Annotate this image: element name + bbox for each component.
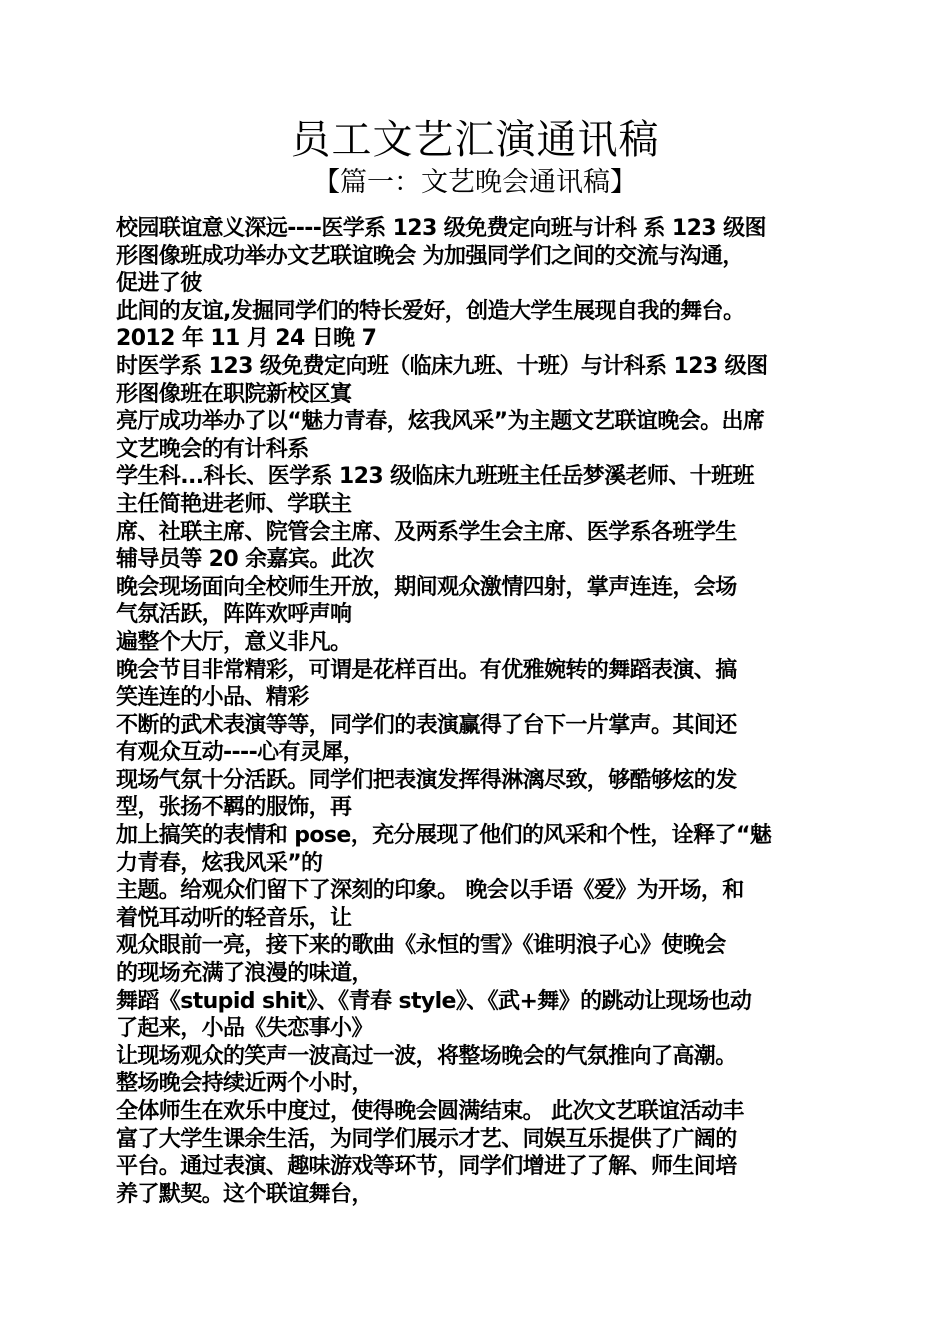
text-line: 型，张扬不羁的服饰，再: [116, 795, 352, 821]
text-line: 平台。通过表演、趣味游戏等环节，同学们增进了了解、师生间培: [116, 1154, 737, 1180]
text-line: 主任简艳进老师、学联主: [116, 491, 352, 517]
text-line: 形图像班在职院新校区寘: [116, 381, 352, 407]
text-line: 的现场充满了浪漫的味道，: [116, 961, 373, 987]
article-body: [116, 215, 838, 1208]
text-line: 全体师生在欢乐中度过，使得晚会圆满结束。 此次文艺联谊活动丰: [116, 1099, 744, 1124]
text-line: 时医学系 123 级免费定向班（临床九班、十班）与计科系 123 级图: [116, 353, 768, 379]
text-line: 此间的友谊,发掘同学们的特长爱好，创造大学生展现自我的舞台。: [116, 298, 745, 324]
text-line: 晚会节目非常精彩，可谓是花样百出。有优雅婉转的舞蹈表演、搞: [116, 657, 737, 683]
text-line: 加上搞笑的表情和 pose，充分展现了他们的风采和个性，诠释了“魅: [116, 823, 772, 849]
text-line: 遍整个大厅，意义非凡。: [116, 629, 352, 655]
text-line: 亮厅成功举办了以“魅力青春，炫我风采”为主题文艺联谊晚会。出席: [116, 409, 765, 435]
text-line: 整场晚会持续近两个小时，: [116, 1071, 373, 1097]
text-line: 晚会现场面向全校师生开放，期间观众激情四射，掌声连连，会场: [116, 574, 737, 600]
text-line: 不断的武术表演等等，同学们的表演赢得了台下一片掌声。其间还: [116, 712, 737, 738]
text-line: 现场气氛十分活跃。同学们把表演发挥得淋漓尽致，够酷够炫的发: [116, 767, 737, 793]
text-line: 2012 年 11 月 24 日晚 7: [116, 326, 377, 352]
text-line: 养了默契。这个联谊舞台，: [116, 1181, 373, 1207]
text-line: 力青春，炫我风采”的: [116, 850, 323, 876]
text-line: 着悦耳动听的轻音乐，让: [116, 905, 352, 931]
text-line: 学生科...科长、医学系 123 级临床九班班主任岳梦溪老师、十班班: [116, 464, 754, 490]
text-line: 主题。给观众们留下了深刻的印象。 晚会以手语《爱》为开场，和: [116, 878, 744, 904]
text-line: 让现场观众的笑声一波高过一波，将整场晚会的气氛推向了高潮。: [116, 1043, 737, 1069]
text-line: 席、社联主席、院管会主席、及两系学生会主席、医学系各班学生: [116, 519, 737, 545]
text-line: 形图像班成功举办文艺联谊晚会 为加强同学们之间的交流与沟通，: [116, 243, 744, 269]
text-line: 有观众互动----心有灵犀，: [116, 740, 365, 766]
text-line: 观众眼前一亮，接下来的歌曲《永恒的雪》《谁明浪子心》使晚会: [116, 933, 726, 959]
text-line: 辅导员等 20 余嘉宾。此次: [116, 547, 374, 573]
text-line: 校园联谊意义深远----医学系 123 级免费定向班与计科 系 123 级图: [116, 216, 766, 241]
document-subtitle: 【篇一：文艺晚会通讯稿】: [313, 167, 637, 198]
text-line: 气氛活跃，阵阵欢呼声响: [116, 602, 352, 628]
text-line: 富了大学生课余生活，为同学们展示才艺、同娱互乐提供了广阔的: [116, 1126, 737, 1152]
text-line: 文艺晚会的有计科系: [116, 436, 309, 462]
document-title: 员工文艺汇演通讯稿: [290, 117, 660, 163]
text-line: 了起来，小品《失恋事小》: [116, 1016, 373, 1042]
text-line: 促进了彼: [116, 271, 202, 297]
text-line: 笑连连的小品、精彩: [116, 685, 309, 711]
text-line: 舞蹈《stupid shit》、《青春 style》、《武+舞》的跳动让现场也动: [116, 988, 752, 1014]
